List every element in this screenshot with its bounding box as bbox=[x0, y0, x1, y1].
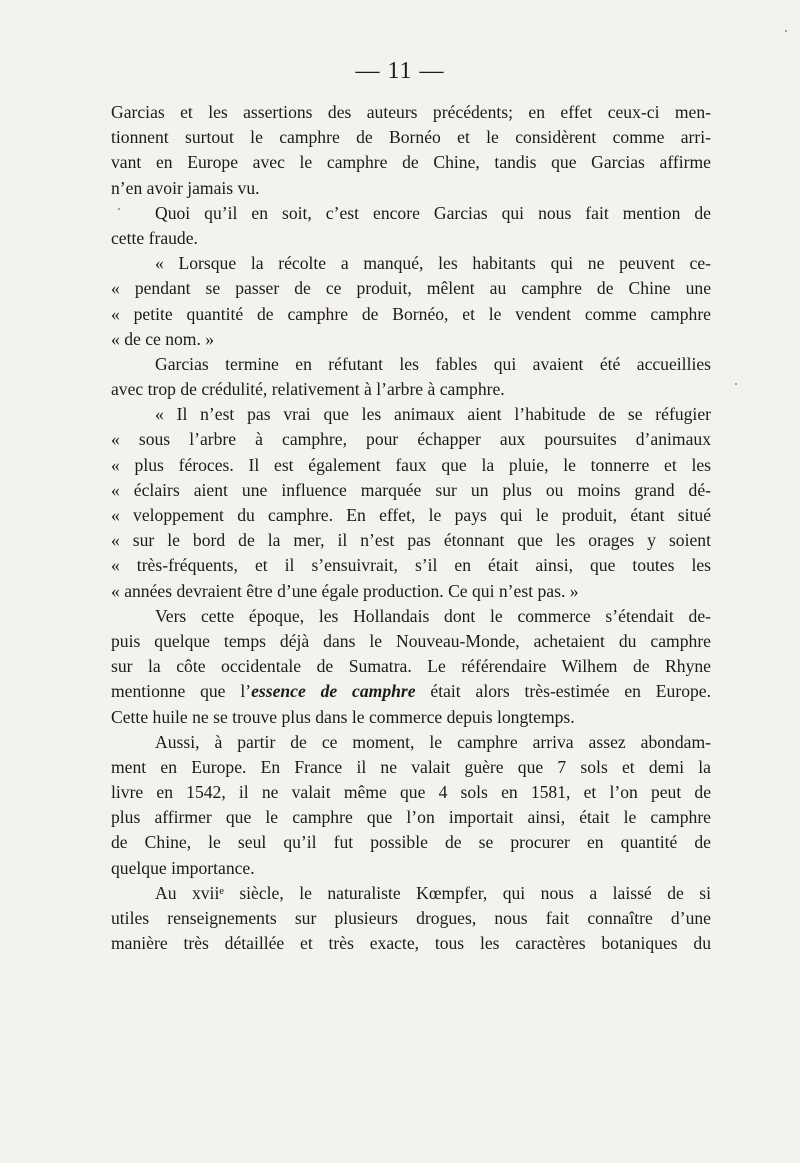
text-line: « petite quantité de camphre de Bornéo, et le vendent comme camphre bbox=[111, 303, 711, 324]
text-line: plus affirmer que le camphre que l’on importait ainsi, était le camphre bbox=[111, 807, 711, 828]
text-line: Garcias et les assertions des auteurs précédents; en effet ceux-ci men- bbox=[111, 102, 711, 122]
text-line: Garcias termine en réfutant les fables qui avaient été accueillies bbox=[155, 353, 711, 374]
text-line: « plus féroces. Il est également faux que la pluie, le tonnerre et les bbox=[111, 454, 711, 475]
text-line: Vers cette époque, les Hollandais dont le commerce s’étendait de- bbox=[155, 605, 711, 626]
text-line: puis quelque temps déjà dans le Nouveau-Monde, achetaient du camphre bbox=[111, 630, 711, 651]
text-line: avec trop de crédulité, relativement à l’arbre à camphre. bbox=[111, 379, 505, 400]
text-line: « Il n’est pas vrai que les animaux aient l’habitude de se réfugier bbox=[155, 404, 711, 425]
text-line: n’en avoir jamais vu. bbox=[111, 177, 260, 198]
text-line: « éclairs aient une influence marquée sur un plus ou moins grand dé- bbox=[111, 479, 711, 500]
text-line: « veloppement du camphre. En effet, le pays qui le produit, étant situé bbox=[111, 505, 711, 525]
text-line: Aussi, à partir de ce moment, le camphre arriva assez abondam- bbox=[155, 731, 711, 752]
text-line: utiles renseignements sur plusieurs drogues, nous fait connaître d’une bbox=[111, 908, 711, 928]
paper-speck bbox=[735, 383, 737, 385]
text-line: ment en Europe. En France il ne valait guère que 7 sols et demi la bbox=[111, 756, 711, 777]
text-line: cette fraude. bbox=[111, 227, 198, 248]
text-line: livre en 1542, il ne valait même que 4 sols en 1581, et l’on peut de bbox=[111, 782, 711, 803]
text-line: Au xviiᵉ siècle, le naturaliste Kœmpfer, qui nous a laissé de si bbox=[155, 882, 711, 903]
text-line: vant en Europe avec le camphre de Chine, tandis que Garcias affirme bbox=[111, 152, 711, 173]
text-line: tionnent surtout le camphre de Bornéo et le considèrent comme arri- bbox=[111, 127, 711, 148]
text-line: « pendant se passer de ce produit, mêlent au camphre de Chine une bbox=[111, 278, 711, 299]
italic-term: essence de camphre bbox=[251, 681, 416, 702]
text-line: Cette huile ne se trouve plus dans le commerce depuis longtemps. bbox=[111, 706, 575, 727]
text-line: de Chine, le seul qu’il fut possible de se procurer en quantité de bbox=[111, 832, 711, 853]
text-line: « de ce nom. » bbox=[111, 328, 215, 349]
text-line: manière très détaillée et très exacte, tous les caractères botaniques du bbox=[111, 933, 711, 954]
text-line: « Lorsque la récolte a manqué, les habitants qui ne peuvent ce- bbox=[155, 253, 711, 274]
text-line: mentionne que l’essence de camphre était alors très-estimée en Europe. bbox=[111, 681, 711, 702]
paper-speck bbox=[118, 208, 120, 210]
text-line: Quoi qu’il en soit, c’est encore Garcias qui nous fait mention de bbox=[155, 202, 711, 223]
text-line: « très-fréquents, et il s’ensuivrait, s’il en était ainsi, que toutes les bbox=[111, 555, 711, 576]
text-line: « sous l’arbre à camphre, pour échapper aux poursuites d’animaux bbox=[111, 429, 711, 450]
body-text bbox=[111, 100, 711, 956]
text-line: quelque importance. bbox=[111, 857, 255, 878]
page-number: — 11 — bbox=[355, 58, 445, 84]
paper-speck bbox=[785, 30, 787, 32]
text-line: « sur le bord de la mer, il n’est pas étonnant que les orages y soient bbox=[111, 530, 711, 551]
text-line: sur la côte occidentale de Sumatra. Le référendaire Wilhem de Rhyne bbox=[111, 656, 711, 677]
text-line: « années devraient être d’une égale production. Ce qui n’est pas. » bbox=[111, 580, 579, 601]
